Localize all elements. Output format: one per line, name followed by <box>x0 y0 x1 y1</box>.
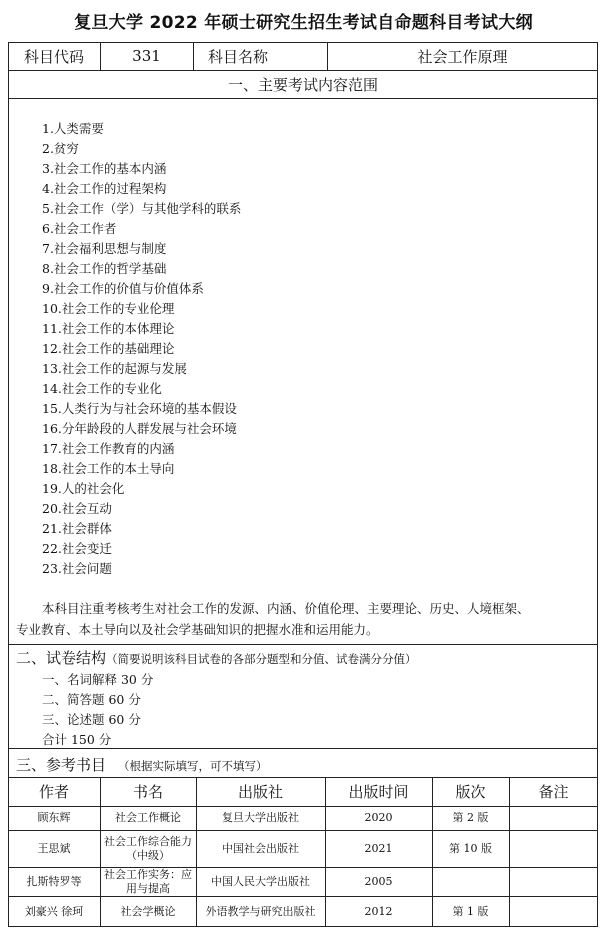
list-item: 16.分年龄段的人群发展与社会环境 <box>42 421 237 436</box>
subject-name-value: 社会工作原理 <box>417 47 508 66</box>
cell-book: 社会工作实务：应用与提高 <box>104 867 192 895</box>
cell-author: 扎斯特罗等 <box>26 874 82 888</box>
cell-edition: 第 1 版 <box>452 904 489 918</box>
cell-book: 社会工作综合能力（中级） <box>104 834 192 862</box>
cell-year: 2012 <box>364 904 393 918</box>
section-heading-structure <box>16 647 417 668</box>
cell-publisher: 复旦大学出版社 <box>222 811 299 824</box>
structure-item: 一、名词解释 30 分 <box>42 672 154 687</box>
column-header-publisher: 出版社 <box>237 783 283 801</box>
list-item: 5.社会工作（学）与其他学科的联系 <box>42 201 242 216</box>
summary-paragraph <box>16 598 592 640</box>
exam-topic-list <box>42 119 241 579</box>
divider <box>8 98 598 99</box>
cell-note <box>509 806 598 830</box>
cell-author: 刘豪兴 徐珂 <box>24 904 84 918</box>
structure-item: 三、论述题 60 分 <box>42 712 141 727</box>
summary-line: 本科目注重考核考生对社会工作的发源、内涵、价值伦理、主要理论、历史、人境框架、 <box>42 601 530 616</box>
structure-item: 二、简答题 60 分 <box>42 692 141 707</box>
subject-code-value: 331 <box>132 47 161 65</box>
list-item: 3.社会工作的基本内涵 <box>42 161 167 176</box>
section-heading-text: 三、参考书目 <box>16 756 107 774</box>
cell-note <box>509 830 598 867</box>
list-item: 17.社会工作教育的内涵 <box>42 441 175 456</box>
cell-edition: 第 2 版 <box>452 811 489 824</box>
cell-year: 2020 <box>364 811 393 824</box>
section-note: （根据实际填写，可不填写） <box>118 759 268 773</box>
section-note: （简要说明该科目试卷的各部分题型和分值、试卷满分分值） <box>106 652 417 666</box>
cell-note <box>509 896 598 927</box>
list-item: 4.社会工作的过程架构 <box>42 181 167 196</box>
list-item: 11.社会工作的本体理论 <box>42 321 175 336</box>
cell-publisher: 外语教学与研究出版社 <box>205 904 316 918</box>
cell-edition <box>432 867 509 896</box>
subject-code-label: 科目代码 <box>23 47 84 66</box>
subject-name-label: 科目名称 <box>207 47 268 66</box>
list-item: 18.社会工作的本土导向 <box>42 461 175 476</box>
cell-publisher: 中国人民大学出版社 <box>211 874 310 888</box>
list-item: 10.社会工作的专业伦理 <box>42 301 175 316</box>
list-item: 13.社会工作的起源与发展 <box>42 361 187 376</box>
column-header-edition: 版次 <box>455 783 486 801</box>
page-title: 复旦大学 2022 年硕士研究生招生考试自命题科目考试大纲 <box>74 13 533 33</box>
cell-year: 2021 <box>364 841 393 855</box>
column-header-author: 作者 <box>38 783 69 801</box>
section-heading-scope: 一、主要考试内容范围 <box>227 75 378 94</box>
list-item: 8.社会工作的哲学基础 <box>42 261 167 276</box>
list-item: 12.社会工作的基础理论 <box>42 341 175 356</box>
cell-author: 王思斌 <box>37 841 71 855</box>
cell-note <box>509 867 598 896</box>
list-item: 20.社会互动 <box>42 501 112 516</box>
cell-publisher: 中国社会出版社 <box>222 841 299 855</box>
list-item: 14.社会工作的专业化 <box>42 381 162 396</box>
column-header-note: 备注 <box>538 783 569 801</box>
structure-total: 合计 150 分 <box>42 732 112 747</box>
list-item: 23.社会问题 <box>42 561 112 576</box>
cell-book: 社会工作概论 <box>115 811 181 824</box>
cell-book: 社会学概论 <box>120 904 176 918</box>
cell-year: 2005 <box>364 874 393 888</box>
list-item: 21.社会群体 <box>42 521 112 536</box>
list-item: 15.人类行为与社会环境的基本假设 <box>42 401 237 416</box>
cell-edition: 第 10 版 <box>449 841 492 855</box>
divider <box>8 644 598 645</box>
section-heading-text: 二、试卷结构 <box>16 649 107 667</box>
section-heading-references <box>16 754 268 775</box>
list-item: 22.社会变迁 <box>42 541 112 556</box>
list-item: 2.贫穷 <box>42 141 79 156</box>
divider <box>8 748 598 749</box>
list-item: 1.人类需要 <box>42 121 104 136</box>
summary-line: 专业教育、本土导向以及社会学基础知识的把握水准和运用能力。 <box>16 622 379 637</box>
list-item: 9.社会工作的价值与价值体系 <box>42 281 204 296</box>
list-item: 19.人的社会化 <box>42 481 125 496</box>
column-header-book: 书名 <box>132 783 163 801</box>
cell-author: 顾东辉 <box>37 811 71 824</box>
list-item: 6.社会工作者 <box>42 221 117 236</box>
list-item: 7.社会福利思想与制度 <box>42 241 167 256</box>
column-header-year: 出版时间 <box>348 783 409 801</box>
